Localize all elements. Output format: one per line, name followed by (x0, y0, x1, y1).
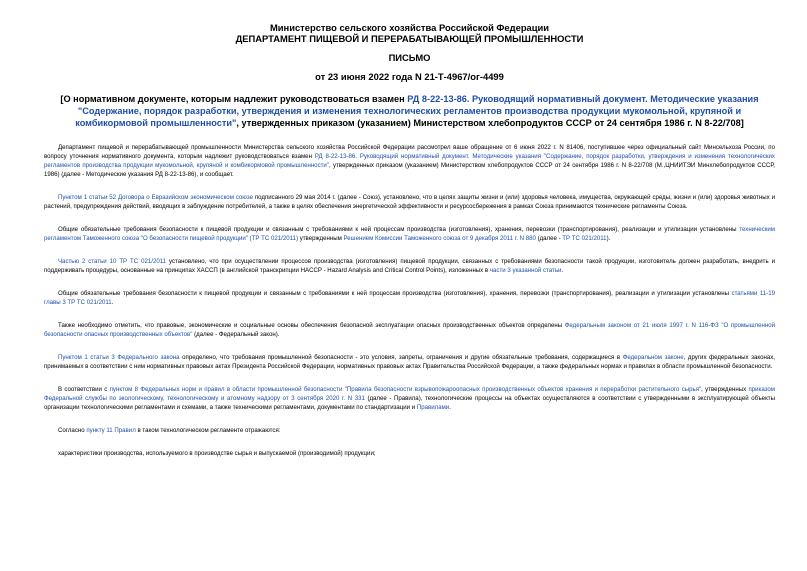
link-tr-ts-021-short[interactable]: ТР ТС 021/2011 (562, 235, 607, 242)
subject-link[interactable]: РД 8-22-13-86. Руководящий нормативный документ. Методические указания "Содержание, порядок разработки, утверждения и изменения технологических регламентов производства продукции мукомольной, крупяной и комбикормовой промышленности" (75, 94, 759, 128)
link-rd-8-22-13-86[interactable]: РД 8-22-13-86. Руководящий нормативный документ. Методические указания "Содержание, порядок разработки, утверждения и изменения технологических регламентов производства продукции мукомольной, крупяной и комбикормовой промышленности" (44, 153, 775, 169)
paragraph-2: Пунктом 1 статьи 52 Договора о Евразийском экономическом союзе подписанного 29 мая 2014 г. (далее - Союз), установлено, что в целях защиты жизни и (или) здоровья человека, имущества, окружающей среды, жизни и (или) здоровья животных и растений, предупреждения действий, вводящих в заблуждение потребителей, а также в целях обеспечения энергетической эффективности и ресурсосбережения в рамках Союза принимаются технические регламенты Союза. (44, 194, 775, 210)
department-name: ДЕПАРТАМЕНТ ПИЩЕВОЙ И ПЕРЕРАБАТЫВАЮЩЕЙ ПРОМЫШЛЕННОСТИ (235, 33, 584, 44)
paragraph-7: Пунктом 1 статьи 3 Федерального закона определено, что требования промышленной безопасности - это условия, запреты, ограничения и другие обязательные требования, содержащиеся в Федеральном законе, других федеральных законах, принимаемых в соответствии с ним нормативных правовых актах Президента Российской Федерации, нормативных правовых актах Правительства Российской Федерации, а также федеральных нормах и правилах в области промышленной безопасности. (44, 354, 775, 370)
link-rules-point-8[interactable]: пунктом 8 Федеральных норм и правил в области промышленной безопасности "Правила безопасности взрывопожароопасных производственных объектов хранения и переработки растительного сырья" (109, 386, 702, 393)
paragraph-3: Общие обязательные требования безопасности к пищевой продукции и связанным с требованиями к ней процессам производства (изготовления), хранения, перевозки (транспортирования), реализации и утилизации установлены техническим регламентом Таможенного союза "О безопасности пищевой продукции" (ТР ТС 021/2011) утвержденным Решением Комиссии Таможенного союза от 9 декабря 2011 г. N 880 (далее - ТР ТС 021/2011). (44, 226, 775, 242)
document-subject: [О нормативном документе, которым надлежит руководствоваться взамен РД 8-22-13-86. Руководящий нормативный документ. Методические указания "Содержание, порядок разработки, утверждения и изменения технологических регламентов производства продукции мукомольной, крупяной и комбикормовой промышленности", утвержденных приказом (указанием) Министерством хлебопродуктов СССР от 24 сентября 1986 г. N 8-22/708] (60, 94, 759, 128)
paragraph-9: Согласно пункту 11 Правил в таком технологическом регламенте отражаются: (58, 427, 281, 434)
link-order-331[interactable]: приказом Федеральной службы по экологическому, технологическому и атомному надзору от 3 сентября 2020 г. N 331 (44, 386, 775, 402)
paragraph-8: В соответствии с пунктом 8 Федеральных норм и правил в области промышленной безопасности "Правила безопасности взрывопожароопасных производственных объектов хранения и переработки растительного сырья", утвержденных приказом Федеральной службы по экологическому, технологическому и атомному надзору от 3 сентября 2020 г. N 331 (далее - Правила), технологические процессы на объектах осуществляются в соответствии с утвержденными в эксплуатирующей объекты организации технологическими регламентами и схемами, а также техническими регламентами, документами по стандартизации и Правилами. (44, 386, 775, 411)
paragraph-10: характеристики производства, используемого в производстве сырья и выпускаемой (производимой) продукции; (58, 450, 376, 457)
paragraph-1: Департамент пищевой и перерабатывающей промышленности Министерства сельского хозяйства Российской Федерации рассмотрел ваше обращение от 6 июня 2022 г. N 81406, поступившее через официальный сайт Минсельхоза России, по вопросу уточнения нормативного документа, которым надлежит руководствоваться взамен РД 8-22-13-86. Руководящий нормативный документ. Методические указания "Содержание, порядок разработки, утверждения и изменения технологических регламентов производства продукции мукомольной, крупяной и комбикормовой промышленности", утвержденных приказом (указанием) Министерством хлебопродуктов СССР от 24 сентября 1986 г. N 8-22/708 (М.,ЦНИИТЭИ Минхлебопродуктов СССР, 1986) (далее - Методические указания РД 8-22-13-86), и сообщает. (44, 144, 775, 178)
document-body (44, 143, 775, 458)
document-header (44, 22, 775, 82)
link-articles-11-19[interactable]: статьями 11-19 главы 3 ТР ТС 021/2011 (44, 290, 775, 306)
link-rules[interactable]: Правилами (416, 404, 450, 411)
paragraph-6: Также необходимо отметить, что правовые, экономические и социальные основы обеспечения безопасной эксплуатации опасных производственных объектов определены Федеральным законом от 21 июля 1997 г. N 116-ФЗ "О промышленной безопасности опасных производственных объектов" (далее - Федеральный закон). (44, 322, 775, 338)
ministry-name: Министерство сельского хозяйства Российской Федерации (269, 22, 550, 33)
link-federal-law[interactable]: Федеральном законе (622, 354, 684, 361)
document-type: ПИСЬМО (388, 52, 431, 63)
link-decision-880[interactable]: Решением Комиссии Таможенного союза от 9 декабря 2011 г. N 880 (343, 235, 536, 242)
link-article-3[interactable]: Пунктом 1 статьи 3 Федерального закона (58, 354, 180, 361)
link-point-11[interactable]: пункту 11 Правил (86, 427, 136, 434)
document-date-number: от 23 июня 2022 года N 21-Т-4967/ог-4499 (315, 71, 504, 82)
link-article-10[interactable]: Частью 2 статьи 10 ТР ТС 021/2011 (58, 258, 167, 265)
paragraph-5: Общие обязательные требования безопасности к пищевой продукции и связанным с требованиями к ней процессам производства (изготовления), хранения, перевозки (транспортирования), реализации и утилизации установлены статьями 11-19 главы 3 ТР ТС 021/2011. (44, 290, 775, 306)
link-eaeu-treaty[interactable]: Пунктом 1 статьи 52 Договора о Евразийском экономическом союзе (58, 194, 253, 201)
paragraph-4: Частью 2 статьи 10 ТР ТС 021/2011 установлено, что при осуществлении процессов производства (изготовления) пищевой продукции, связанных с требованиями безопасности такой продукции, изготовитель должен разработать, внедрить и поддерживать процедуры, основанные на принципах ХАССП (в английской транскрипции HACCP - Hazard Analysis and Critical Control Points), изложенных в части 3 указанной статьи. (44, 258, 775, 274)
link-part-3[interactable]: части 3 указанной статьи (489, 267, 562, 274)
link-federal-law-116[interactable]: Федеральным законом от 21 июля 1997 г. N 116-ФЗ "О промышленной безопасности опасных производственных объектов" (44, 322, 775, 338)
link-tr-ts-021[interactable]: техническим регламентом Таможенного союза "О безопасности пищевой продукции" (ТР ТС 021/2011) (44, 226, 775, 242)
